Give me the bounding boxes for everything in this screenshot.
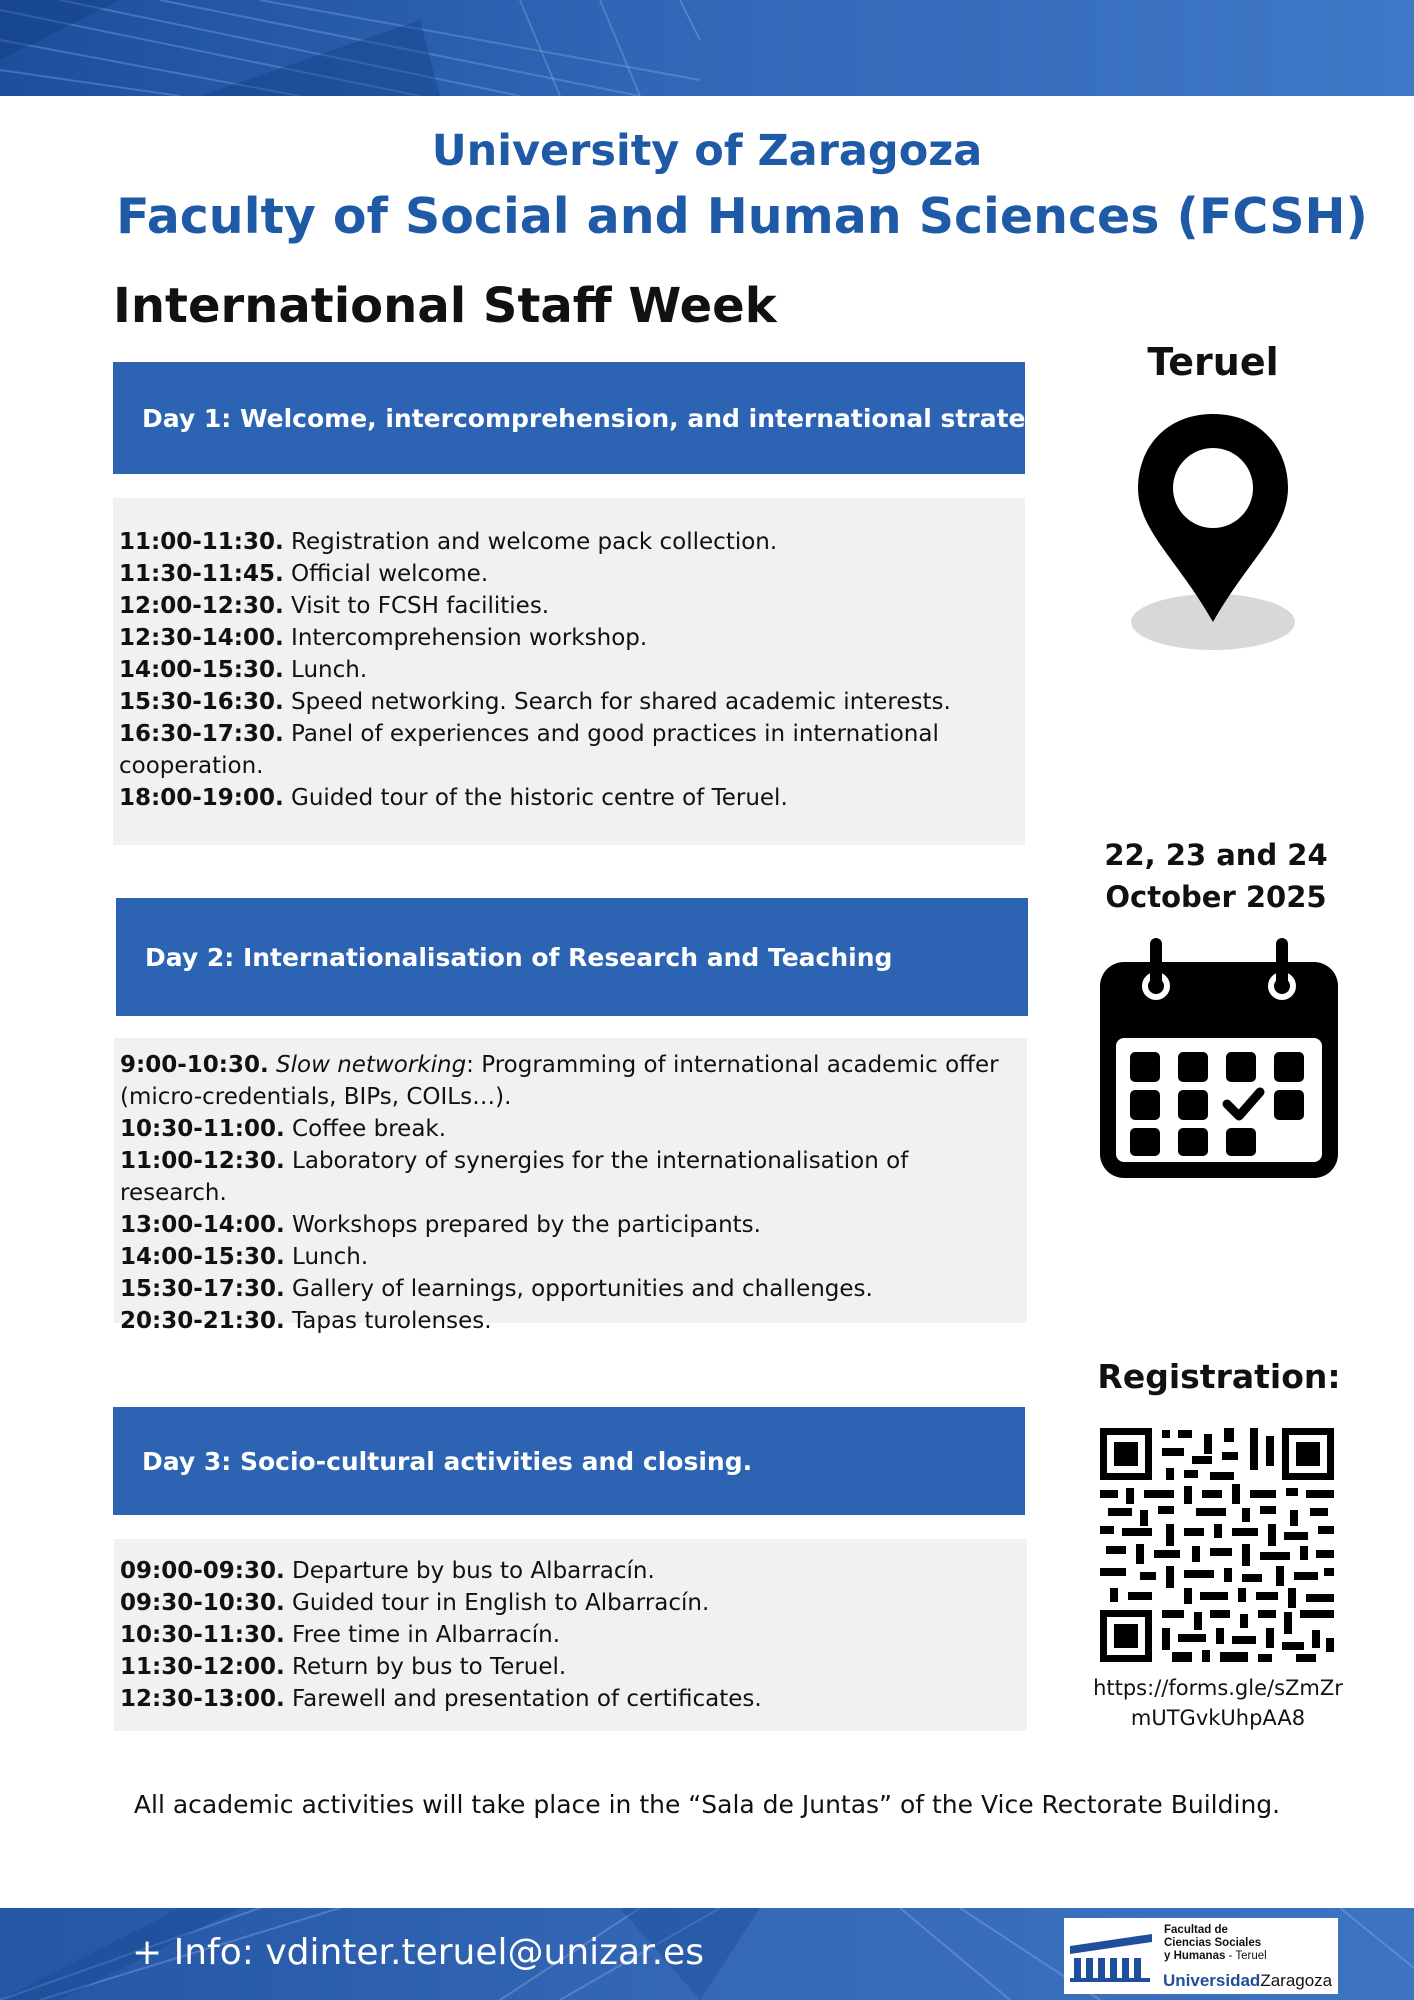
schedule-item: 10:30-11:00. Coffee break.: [120, 1116, 447, 1142]
calendar-check-icon: [1096, 934, 1342, 1188]
faculty-title: Faculty of Social and Human Sciences (FCSH): [116, 188, 1368, 245]
schedule-item: 18:00-19:00. Guided tour of the historic centre of Teruel.: [119, 785, 788, 811]
schedule-item: 11:30-12:00. Return by bus to Teruel.: [120, 1654, 567, 1680]
top-banner: [0, 0, 1414, 96]
event-title: International Staff Week: [113, 278, 777, 334]
schedule-item: 11:00-12:30. Laboratory of synergies for the internationalisation of research.: [120, 1148, 909, 1206]
schedule-item: 12:00-12:30. Visit to FCSH facilities.: [119, 593, 550, 619]
schedule-item: 09:00-09:30. Departure by bus to Albarracín.: [120, 1558, 655, 1584]
schedule-item: 14:00-15:30. Lunch.: [120, 1244, 369, 1270]
contact-email[interactable]: + Info: vdinter.teruel@unizar.es: [132, 1932, 704, 1973]
day-1-schedule: [113, 498, 1025, 845]
day-3-schedule: [114, 1539, 1027, 1731]
schedule-item: 20:30-21:30. Tapas turolenses.: [120, 1308, 492, 1334]
university-title: University of Zaragoza: [431, 126, 983, 176]
schedule-item: 16:30-17:30. Panel of experiences and good practices in international cooperation.: [119, 721, 939, 779]
faculty-building-icon: [1068, 1928, 1154, 1982]
schedule-item: 15:30-17:30. Gallery of learnings, opportunities and challenges.: [120, 1276, 873, 1302]
city-label: Teruel: [1147, 340, 1279, 384]
day-2-schedule: [114, 1038, 1027, 1334]
schedule-item: 9:00-10:30. Slow networking: Programming of international academic offer (micro-credentials, BIPs, COILs…).: [120, 1052, 999, 1110]
schedule-item: 15:30-16:30. Speed networking. Search for shared academic interests.: [119, 689, 951, 715]
location-pin-icon: [1126, 410, 1296, 659]
schedule-item: 09:30-10:30. Guided tour in English to Albarracín.: [120, 1590, 710, 1616]
schedule-item: 12:30-13:00. Farewell and presentation of certificates.: [120, 1686, 762, 1712]
schedule-item: 11:00-11:30. Registration and welcome pack collection.: [119, 529, 778, 555]
registration-label: Registration:: [1097, 1357, 1341, 1396]
venue-note: All academic activities will take place in the “Sala de Juntas” of the Vice Rectorate Building.: [133, 1790, 1281, 1819]
schedule-item: 11:30-11:45. Official welcome.: [119, 561, 489, 587]
footer-banner: [0, 1908, 1414, 2000]
schedule-item: 13:00-14:00. Workshops prepared by the participants.: [120, 1212, 761, 1238]
schedule-item: 12:30-14:00. Intercomprehension workshop.: [119, 625, 648, 651]
day-3-header: Day 3: Socio-cultural activities and closing.: [113, 1407, 1025, 1515]
schedule-item: 14:00-15:30. Lunch.: [119, 657, 368, 683]
day-2-header: Day 2: Internationalisation of Research and Teaching: [116, 898, 1028, 1016]
event-dates: 22, 23 and 24 October 2025: [1104, 838, 1328, 914]
day-1-header: Day 1: Welcome, intercomprehension, and international strategy: [113, 362, 1025, 474]
registration-qr-code[interactable]: [1100, 1428, 1334, 1666]
faculty-logo: Facultad de Ciencias Sociales y Humanas - Teruel UniversidadZaragoza: [1064, 1918, 1338, 1994]
schedule-item: 10:30-11:30. Free time in Albarracín.: [120, 1622, 561, 1648]
registration-url[interactable]: https://forms.gle/sZmZrmUTGvkUhpAA8: [1093, 1676, 1343, 1730]
